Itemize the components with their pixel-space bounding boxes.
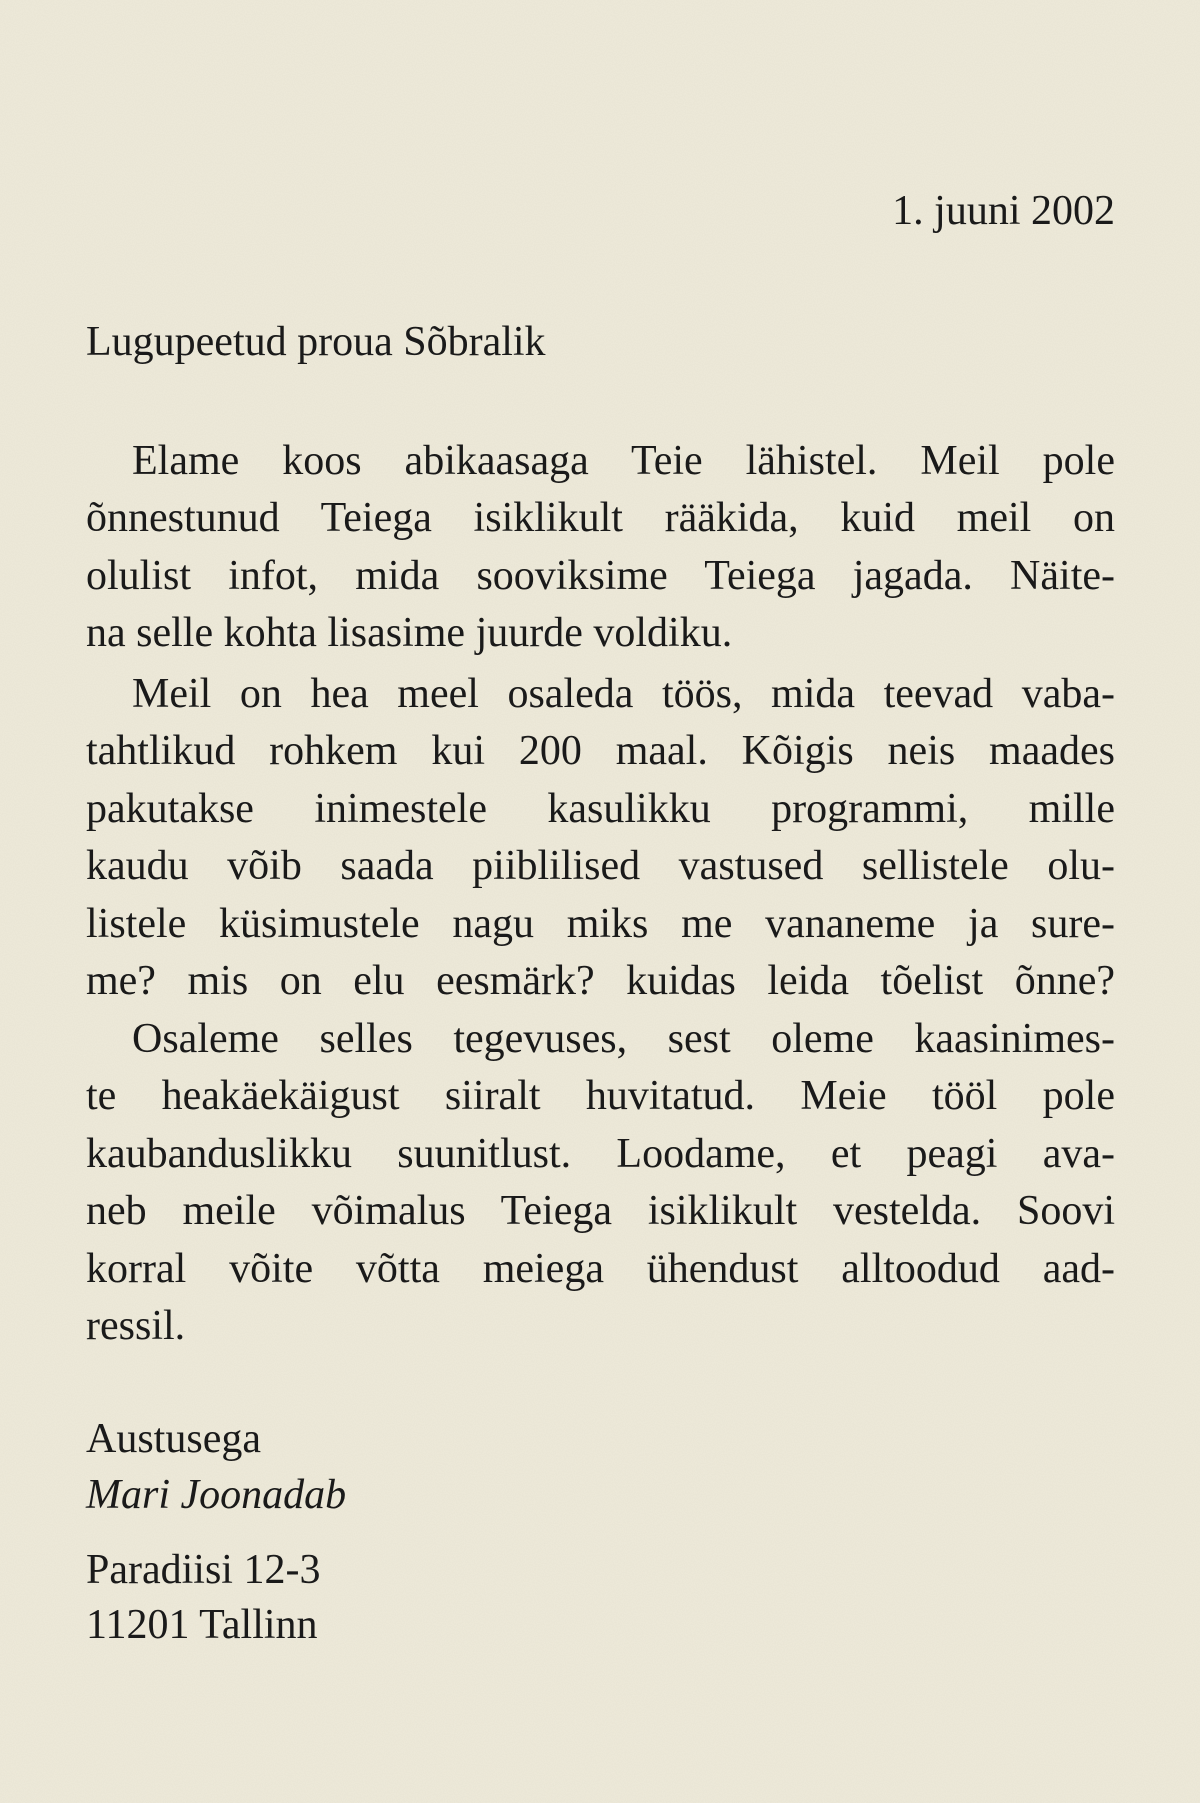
text-line: neb meile võimalus Teiega isiklikult vestelda. Soovi xyxy=(86,1188,1115,1234)
text-line: te heakäekäigust siiralt huvitatud. Meie tööl pole xyxy=(86,1073,1115,1119)
salutation: Lugupeetud proua Sõbralik xyxy=(86,319,546,365)
address-street: Paradiisi 12-3 xyxy=(86,1547,321,1593)
text-line: Meil on hea meel osaleda töös, mida teevad vaba- xyxy=(132,671,1115,717)
text-line: Elame koos abikaasaga Teie lähistel. Meil pole xyxy=(132,438,1115,484)
text-line: me? mis on elu eesmärk? kuidas leida tõelist õnne? xyxy=(86,958,1115,1004)
signature: Mari Joonadab xyxy=(86,1472,347,1518)
text-line: olulist infot, mida sooviksime Teiega jagada. Näite- xyxy=(86,553,1115,599)
text-line: tahtlikud rohkem kui 200 maal. Kõigis neis maades xyxy=(86,728,1115,774)
text-line: korral võite võtta meiega ühendust alltoodud aad- xyxy=(86,1246,1115,1292)
letter-date: 1. juuni 2002 xyxy=(892,188,1115,234)
text-line: na selle kohta lisasime juurde voldiku. xyxy=(86,610,733,656)
text-line: kaudu võib saada piiblilised vastused sellistele olu- xyxy=(86,843,1115,889)
address-city: 11201 Tallinn xyxy=(86,1602,318,1648)
text-line: ressil. xyxy=(86,1303,186,1349)
closing: Austusega xyxy=(86,1416,261,1462)
text-line: Osaleme selles tegevuses, sest oleme kaasinimes- xyxy=(132,1016,1115,1062)
text-line: pakutakse inimestele kasulikku programmi, mille xyxy=(86,786,1115,832)
text-line: kaubanduslikku suunitlust. Loodame, et peagi ava- xyxy=(86,1131,1115,1177)
text-line: õnnestunud Teiega isiklikult rääkida, kuid meil on xyxy=(86,495,1115,541)
text-line: listele küsimustele nagu miks me vananeme ja sure- xyxy=(86,901,1115,947)
